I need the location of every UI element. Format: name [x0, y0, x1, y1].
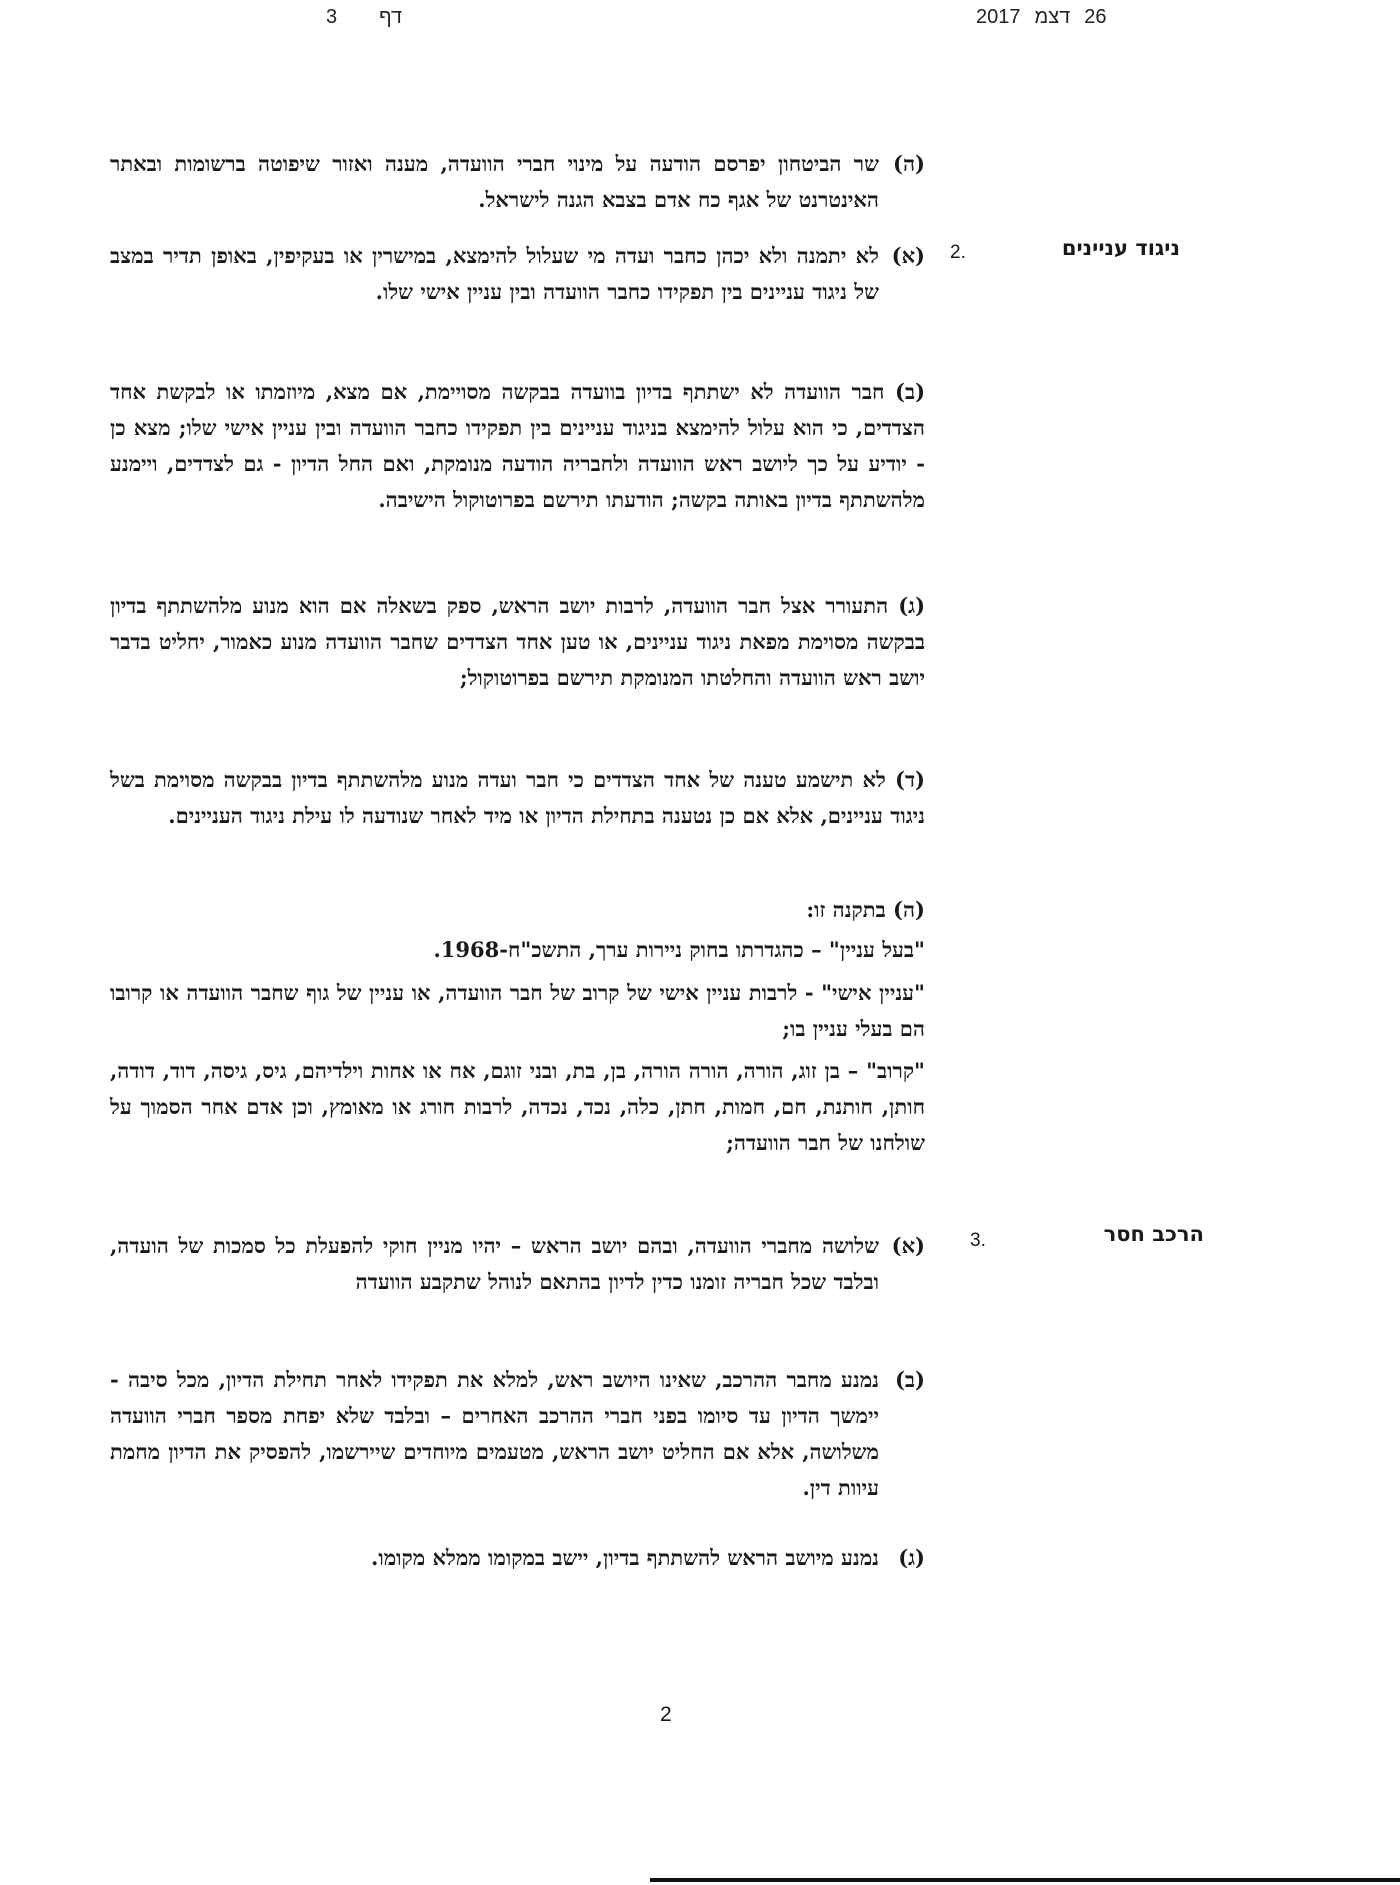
s2-marker-b: (ב) — [895, 379, 926, 404]
s3-marker-g: (ג) — [898, 1545, 925, 1570]
header-page-word: דף — [379, 6, 403, 28]
s3-para-b — [110, 1362, 925, 1506]
s2-para-h — [110, 892, 925, 928]
s2-text-h-intro: בתקנה זו: — [806, 897, 886, 922]
section-3-number: 3. — [970, 1230, 986, 1251]
footer-page-number: 2 — [660, 1703, 672, 1726]
s3-marker-b: (ב) — [895, 1367, 925, 1392]
s2-marker-g: (ג) — [898, 593, 926, 618]
header-month: דצמ — [1034, 6, 1071, 28]
bottom-scan-edge-rule — [650, 1878, 1400, 1882]
section-3-title: הרכב חסר — [1103, 1222, 1204, 1246]
header-day: 26 — [1084, 6, 1107, 28]
s2-text-b: חבר הוועדה לא ישתתף בדיון בוועדה בבקשה מסויימת, אם מצא, מיוזמתו או לבקשת אחד הצדדים, כי הוא עלול להימצא בניגוד עניינים בין תפקידו כחבר הוועדה ובין עניין אישי שלו; מצא כן - יודיע על כך ליושב ראש הוועדה ולחבריה הודעה מנומקת, ואם החל הדיון - גם לצדדים, ויימנע מלהשתתף בדיון באותה בקשה; הודעתו תירשם בפרוטוקול הישיבה. — [110, 379, 925, 512]
s2-text-a: לא יתמנה ולא יכהן כחבר ועדה מי שעלול להימצא, במישרין או בעקיפין, באופן תדיר במצב של ניגוד עניינים בין תפקידו כחבר הוועדה ובין עניין אישי שלו. — [110, 243, 879, 304]
s3-text-b: נמנע מחבר ההרכב, שאינו היושב ראש, למלא את תפקידו לאחר תחילת הדיון, מכל סיבה - יימשך הדיון עד סיומו בפני חברי ההרכב האחרים – ובלבד שלא יפחת מספר חברי הוועדה משלושה, אלא אם החליט יושב הראש, מטעמים מיוחדים שיירשמו, להפסיק את הדיון מחמת עיוות דין. — [110, 1367, 879, 1500]
s2-definition-interested-party: "בעל עניין" – כהגדרתו בחוק ניירות ערך, התשכ"ח-1968. — [433, 937, 925, 962]
s2-para-d — [110, 762, 925, 834]
s2-para-a — [110, 238, 925, 310]
s2-definition-relative: "קרוב" – בן זוג, הורה, הורה הורה, בן, בת, ובני זוגם, אח או אחות וילדיהם, גיס, גיסה, דוד, דודה, חותן, חותנת, חם, חמות, חתן, כלה, נכד, נכדה, לרבות חורג או מאומץ, וכן אדם אחר הסמוך על שולחנו של חבר הוועדה; — [110, 1058, 925, 1155]
s2-para-g — [110, 588, 925, 696]
s3-para-a — [110, 1228, 925, 1300]
s3-text-g: נמנע מיושב הראש להשתתף בדיון, יישב במקומו ממלא מקומו. — [371, 1545, 879, 1570]
header-year: 2017 — [976, 6, 1021, 28]
s1-marker-e: (ה) — [893, 151, 925, 176]
s2-marker-h: (ה) — [893, 897, 925, 922]
s3-marker-a: (א) — [891, 1233, 925, 1258]
section-2-number: 2. — [950, 242, 966, 263]
header-page-info — [326, 6, 402, 29]
s1-text-e: שר הביטחון יפרסם הודעה על מינוי חברי הוועדה, מענה ואזור שיפוטה ברשומות ובאתר האינטרנט של אגף כח אדם בצבא הגנה לישראל. — [110, 151, 879, 212]
s3-para-g — [110, 1540, 925, 1576]
s2-text-d: לא תישמע טענה של אחד הצדדים כי חבר ועדה מנוע מלהשתתף בדיון בבקשה מסוימת בשל ניגוד עניינים, אלא אם כן נטענה בתחילת הדיון או מיד לאחר שנודעה לו עילת ניגוד העניינים. — [110, 767, 925, 828]
s1-para-e — [110, 146, 925, 218]
section-2-title: ניגוד עניינים — [1061, 236, 1180, 260]
s2-para-b — [110, 374, 925, 518]
header-page-number: 3 — [326, 6, 338, 28]
s3-text-a: שלושה מחברי הוועדה, ובהם יושב הראש – יהיו מניין חוקי להפעלת כל סמכות של הועדה, ובלבד שכל חבריה זומנו כדין לדיון בהתאם לנוהל שתקבע הוועדה — [110, 1233, 879, 1294]
s2-definition-personal-interest: "עניין אישי" - לרבות עניין אישי של קרוב של חבר הוועדה, או עניין של גוף שחבר הוועדה או קרובו הם בעלי עניין בו; — [110, 980, 925, 1041]
s2-marker-a: (א) — [891, 243, 925, 268]
s2-marker-d: (ד) — [895, 767, 925, 792]
s2-text-g: התעורר אצל חבר הוועדה, לרבות יושב הראש, ספק בשאלה אם הוא מנוע מלהשתתף בדיון בבקשה מסוימת מפאת ניגוד עניינים, או טען אחד הצדדים שחבר הוועדה מנוע כאמור, יחליט בדבר יושב ראש הוועדה והחלטתו המנומקת תירשם בפרוטוקול; — [110, 593, 925, 690]
header-date — [976, 6, 1106, 29]
